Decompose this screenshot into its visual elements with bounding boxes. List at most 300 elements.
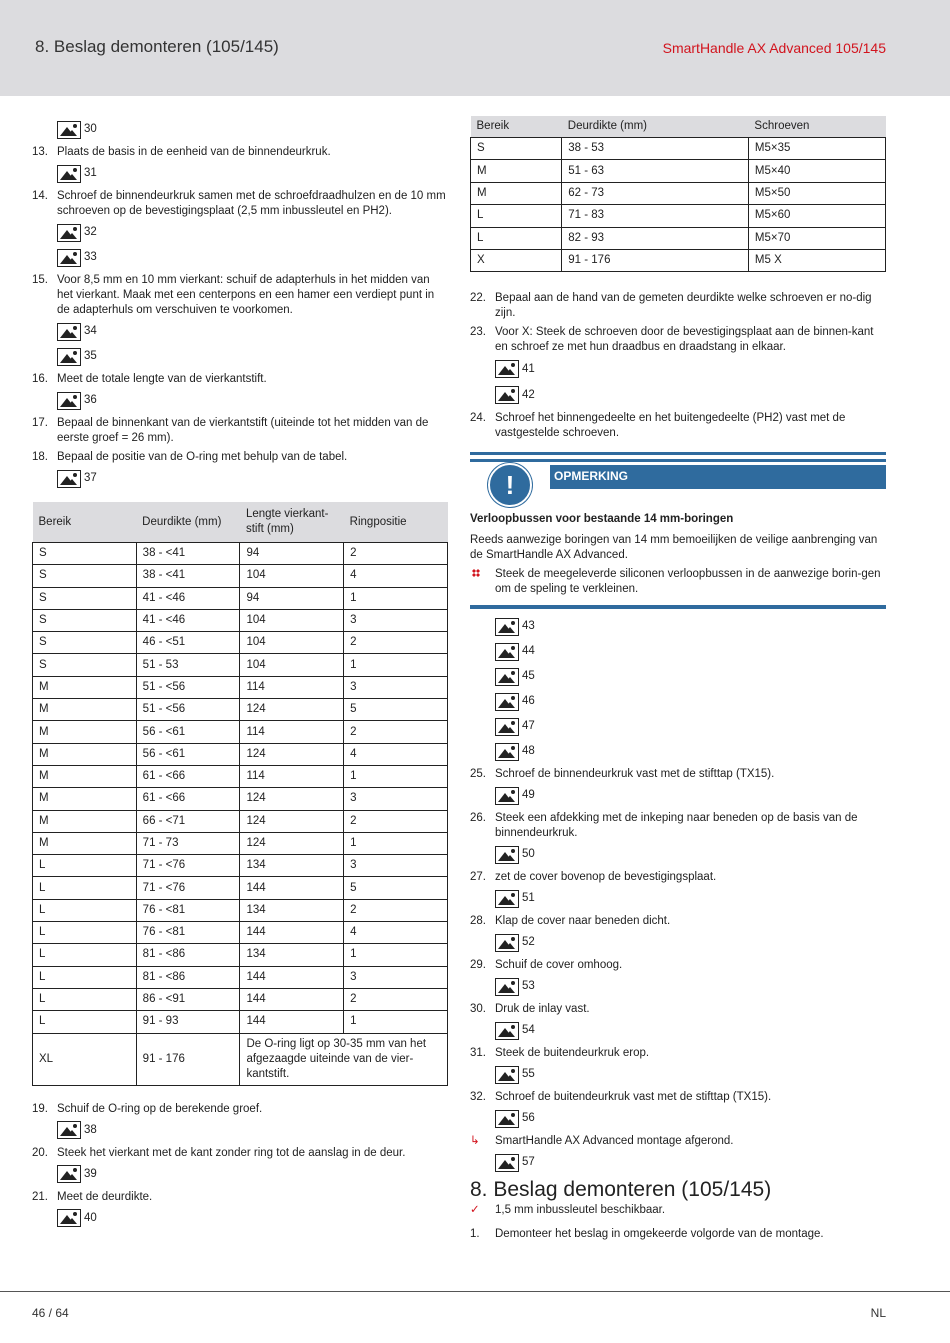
table-row [471,182,886,204]
step-number: 23. [470,326,486,339]
table-cell: 71 - 73 [136,832,240,854]
table-cell: 114 [240,676,344,698]
figure-number: 43 [522,620,535,633]
section-step [470,1227,886,1242]
table-row [471,138,886,160]
note-text: Reeds aanwezige boringen van 14 mm bemoeilijken de veilige aanbrenging van de SmartHandle AX Advanced. [470,534,878,562]
figure-reference [495,715,886,738]
check-icon: ✓ [470,1204,480,1217]
table-row [33,966,448,988]
table-cell: M [33,765,137,787]
bullet-grid-icon [472,569,480,577]
table-cell: M5×40 [748,160,885,182]
table-row [33,944,448,966]
left-steps-after [32,1102,448,1230]
step-number: 17. [32,417,48,429]
table-cell: S [33,587,137,609]
image-icon [495,934,519,952]
table-cell: 4 [344,565,448,587]
figure-reference [495,1019,886,1042]
header-product: SmartHandle AX Advanced 105/145 [662,40,886,56]
table-cell: 91 - 176 [136,1033,240,1085]
figure-reference [57,221,448,244]
instruction-step [32,1146,448,1161]
table-cell: L [33,877,137,899]
figure-number: 52 [522,936,535,949]
figure-number: 31 [84,167,97,179]
table-row [33,743,448,765]
prerequisite-text: 1,5 mm inbussleutel beschikbaar. [495,1204,666,1217]
figure-number: 50 [522,848,535,861]
table-cell: 71 - <76 [136,855,240,877]
table-cell: L [33,1011,137,1033]
figure-reference [57,320,448,343]
figure-number: 57 [522,1156,535,1169]
table-row [471,205,886,227]
table-cell: 124 [240,743,344,765]
image-icon [495,1066,519,1084]
table-cell: 134 [240,944,344,966]
figure-number: 49 [522,789,535,802]
image-icon [57,165,81,183]
step-number: 21. [32,1190,48,1203]
image-icon [57,348,81,366]
table-row [471,249,886,271]
column-header: Deurdikte (mm) [136,502,240,543]
table-cell: 61 - <66 [136,788,240,810]
table-cell: 144 [240,1011,344,1033]
step-text: Steek het vierkant met de kant zonder ring tot de aanslag in de deur. [57,1146,406,1159]
table-cell: 2 [344,899,448,921]
table-cell: 66 - <71 [136,810,240,832]
table-cell: 124 [240,832,344,854]
image-icon [57,1165,81,1183]
step-number: 22. [470,292,486,305]
step-text: Voor 8,5 mm en 10 mm vierkant: schuif de adapterhuls in het midden van het vierkant. Maak met een centerpons en een hamer een verdiept punt in de adapterhuls om verschuiven te voorkomen. [57,274,435,316]
instruction-step [32,416,448,446]
table-cell: 71 - <76 [136,877,240,899]
table-cell: M [33,699,137,721]
image-icon [495,693,519,711]
figure-reference [57,1163,448,1186]
figure-number: 53 [522,980,535,993]
instruction-step [470,811,886,841]
table-cell: S [33,609,137,631]
image-icon [495,618,519,636]
figure-reference [495,975,886,998]
table-cell: 1 [344,587,448,609]
figure-reference [57,1119,448,1142]
figure-reference [57,467,448,490]
left-steps-before [32,118,448,490]
section-step-number: 1. [470,1228,480,1241]
note-subtitle: Verloopbussen voor bestaande 14 mm-boringen [470,513,734,526]
table-cell: M [33,832,137,854]
figure-reference [495,1107,886,1130]
table-cell: 2 [344,543,448,565]
note-bullet [470,567,886,597]
table-cell: M5×50 [748,182,885,204]
step-text: Druk de inlay vast. [495,1003,590,1016]
image-icon [57,1121,81,1139]
column-header: Lengte vierkant-stift (mm) [240,502,344,543]
figure-number: 45 [522,670,535,683]
table-row [33,543,448,565]
step-text: Meet de totale lengte van de vierkantstift. [57,373,267,385]
column-header: Bereik [471,116,562,138]
figure-reference [495,784,886,807]
table-cell: M [33,721,137,743]
table-cell: 3 [344,609,448,631]
figure-reference [57,345,448,368]
image-icon [495,643,519,661]
step-number: 19. [32,1102,48,1115]
table-row [33,832,448,854]
table-cell: 41 - <46 [136,587,240,609]
table-cell: X [471,249,562,271]
step-number: 15. [32,274,48,286]
table-row [33,899,448,921]
exclamation-icon: ! [488,463,532,507]
figure-number: 51 [522,892,535,905]
step-text: Steek een afdekking met de inkeping naar beneden op de basis van de binnendeurkruk. [495,812,858,840]
image-icon [495,890,519,908]
step-text: SmartHandle AX Advanced montage afgerond. [495,1135,734,1148]
table-cell: 1 [344,1011,448,1033]
instruction-step [470,291,886,321]
table-cell: 144 [240,922,344,944]
table-cell: 124 [240,810,344,832]
step-text: Schroef de buitendeurkruk vast met de stifttap (TX15). [495,1091,772,1104]
table-cell: L [471,205,562,227]
table-cell: M [33,810,137,832]
instruction-step [470,1134,886,1149]
note-box [470,459,886,609]
table-row [33,654,448,676]
table-cell: 51 - <56 [136,676,240,698]
figure-reference [57,118,448,141]
step-number: 32. [470,1091,486,1104]
figure-number: 32 [84,226,97,238]
figure-number: 33 [84,251,97,263]
step-number: 27. [470,871,486,884]
table-cell: 4 [344,922,448,944]
table-row [33,788,448,810]
table-cell: 104 [240,609,344,631]
table-cell: M [33,676,137,698]
image-icon [495,1154,519,1172]
step-number: 18. [32,451,48,463]
figure-reference [57,389,448,412]
table-cell: 76 - <81 [136,922,240,944]
table-cell: 3 [344,855,448,877]
table-cell: L [33,899,137,921]
table-cell: 5 [344,699,448,721]
image-icon [57,1209,81,1227]
figure-number: 56 [522,1112,535,1125]
image-icon [57,224,81,242]
section-step-text: Demonteer het beslag in omgekeerde volgorde van de montage. [495,1228,824,1241]
image-icon [495,787,519,805]
instruction-step [470,1002,886,1017]
table-cell: 134 [240,855,344,877]
table-cell: 2 [344,721,448,743]
figure-reference [495,1063,886,1086]
figure-number: 46 [522,695,535,708]
table-cell: 61 - <66 [136,765,240,787]
table-cell: S [33,565,137,587]
figure-number: 42 [522,388,535,401]
table-cell: 104 [240,565,344,587]
table-cell: 3 [344,966,448,988]
table-cell: 2 [344,810,448,832]
table-cell: 124 [240,788,344,810]
figure-number: 48 [522,745,535,758]
figure-reference [495,383,886,407]
figure-reference [495,665,886,688]
table-cell: 81 - <86 [136,944,240,966]
left-column [32,116,448,1230]
figure-number: 39 [84,1167,97,1180]
step-number: 28. [470,915,486,928]
image-icon [495,978,519,996]
table-cell: S [33,654,137,676]
image-icon [495,718,519,736]
figure-reference [495,357,886,381]
step-text: Schuif de O-ring op de berekende groef. [57,1102,263,1115]
step-number: 16. [32,373,48,385]
figure-reference [57,162,448,185]
table-cell: 56 - <61 [136,721,240,743]
table-cell: 3 [344,676,448,698]
instruction-step [470,958,886,973]
image-icon [495,743,519,761]
prerequisite [470,1203,886,1218]
figure-reference [495,1151,886,1174]
step-text: Bepaal de binnenkant van de vierkantstift (uiteinde tot het midden van de eerste groef = 26 mm). [57,417,429,444]
figure-reference [495,615,886,638]
step-number: 26. [470,812,486,825]
instruction-step [470,1046,886,1061]
figure-number: 54 [522,1024,535,1037]
step-text: zet de cover bovenop de bevestigingsplaat. [495,871,717,884]
table-cell: 82 - 93 [562,227,749,249]
figure-reference [495,843,886,866]
step-number: 25. [470,768,486,781]
image-icon [495,846,519,864]
table-row [33,810,448,832]
table-cell: M5 X [748,249,885,271]
figure-reference [57,246,448,269]
image-icon [495,360,519,378]
table-row [33,676,448,698]
column-header: Ringpositie [344,502,448,543]
image-icon [57,323,81,341]
ring-position-table [32,502,448,1086]
table-cell: De O-ring ligt op 30-35 mm van het afgezaagde uiteinde van de vier-kantstift. [240,1033,448,1085]
language-code: NL [870,1306,886,1320]
column-header: Bereik [33,502,137,543]
figure-reference [495,690,886,713]
step-text: Plaats de basis in de eenheid van de binnendeurkruk. [57,146,331,158]
image-icon [495,1022,519,1040]
table-cell: 71 - 83 [562,205,749,227]
table-cell: 2 [344,632,448,654]
step-text: Schroef het binnengedeelte en het buitengedeelte (PH2) vast met de vastgestelde schroeven. [495,412,846,440]
table-cell: 62 - 73 [562,182,749,204]
step-text: Voor X: Steek de schroeven door de bevestigingsplaat aan de binnen-kant en schroef ze met hun draadbus en draadstang in elkaar. [495,326,874,354]
note-bullet-text: Steek de meegeleverde siliconen verloopbussen in de aanwezige borin-gen om de speling te verkleinen. [495,568,881,596]
figure-number: 35 [84,350,97,362]
table-cell: S [471,138,562,160]
step-number: 30. [470,1003,486,1016]
table-cell: 41 - <46 [136,609,240,631]
table-cell: 46 - <51 [136,632,240,654]
image-icon [57,121,81,139]
step-number: 24. [470,412,486,425]
image-icon [495,1110,519,1128]
step-text: Meet de deurdikte. [57,1190,153,1203]
table-cell: 91 - 93 [136,1011,240,1033]
instruction-step [32,1102,448,1117]
step-text: Schroef de binnendeurkruk vast met de stifttap (TX15). [495,768,775,781]
table-cell: 3 [344,788,448,810]
table-cell: 134 [240,899,344,921]
step-text: Bepaal aan de hand van de gemeten deurdikte welke schroeven er no-dig zijn. [495,292,872,320]
table-row [471,160,886,182]
table-cell: M [471,160,562,182]
instruction-step [470,1090,886,1105]
table-cell: M5×70 [748,227,885,249]
figure-reference [495,887,886,910]
table-cell: 4 [344,743,448,765]
table-cell: 104 [240,654,344,676]
instruction-step [470,411,886,441]
table-cell: 144 [240,877,344,899]
table-cell: 1 [344,654,448,676]
table-cell: M [471,182,562,204]
table-cell: 86 - <91 [136,988,240,1010]
table-cell: M5×35 [748,138,885,160]
step-number: 31. [470,1047,486,1060]
table-row [33,565,448,587]
step-number: 20. [32,1146,48,1159]
table-row [33,1033,448,1085]
header-title: 8. Beslag demonteren (105/145) [35,37,279,56]
instruction-step [32,273,448,318]
table-row [33,587,448,609]
instruction-step [32,145,448,160]
table-row [33,877,448,899]
table-row [33,721,448,743]
table-cell: 38 - <41 [136,565,240,587]
table-cell: XL [33,1033,137,1085]
figure-reference [495,640,886,663]
table-cell: 81 - <86 [136,966,240,988]
table-cell: M [33,788,137,810]
image-icon [57,392,81,410]
table-row [33,922,448,944]
column-header: Schroeven [748,116,885,138]
figure-number: 38 [84,1123,97,1136]
footer-divider [0,1291,950,1292]
table-cell: S [33,632,137,654]
figure-number: 55 [522,1068,535,1081]
step-text: Schuif de cover omhoog. [495,959,623,972]
table-cell: S [33,543,137,565]
table-cell: 2 [344,988,448,1010]
step-text: Steek de buitendeurkruk erop. [495,1047,650,1060]
table-cell: 51 - 63 [562,160,749,182]
instruction-step [470,767,886,782]
table-cell: 51 - 53 [136,654,240,676]
table-cell: 114 [240,721,344,743]
table-cell: 1 [344,944,448,966]
right-steps-before [470,291,886,441]
table-cell: L [33,944,137,966]
section-heading: 8. Beslag demonteren (105/145) [470,1178,772,1202]
table-cell: 144 [240,988,344,1010]
figure-number: 40 [84,1211,97,1224]
table-cell: L [33,966,137,988]
step-text: Klap de cover naar beneden dicht. [495,915,671,928]
figure-number: 30 [84,123,97,135]
table-cell: L [33,922,137,944]
figure-number: 36 [84,394,97,406]
instruction-step [32,372,448,387]
table-cell: 144 [240,966,344,988]
table-row [33,699,448,721]
table-cell: 104 [240,632,344,654]
page-header [0,0,950,96]
step-number: 29. [470,959,486,972]
table-row [33,609,448,631]
table-cell: M5×60 [748,205,885,227]
table-row [33,988,448,1010]
figure-number: 44 [522,645,535,658]
table-cell: 114 [240,765,344,787]
step-number: ↳ [470,1135,480,1148]
table-cell: L [471,227,562,249]
step-number: 13. [32,146,48,158]
instruction-step [470,325,886,355]
table-cell: L [33,855,137,877]
image-icon [57,470,81,488]
image-icon [57,249,81,267]
column-header: Deurdikte (mm) [562,116,749,138]
table-cell: M [33,743,137,765]
table-row [33,855,448,877]
figure-reference [495,740,886,763]
table-row [33,1011,448,1033]
figure-number: 34 [84,325,97,337]
table-cell: 76 - <81 [136,899,240,921]
table-cell: 38 - <41 [136,543,240,565]
instruction-step [470,870,886,885]
table-cell: 91 - 176 [562,249,749,271]
table-cell: L [33,988,137,1010]
instruction-step [32,1190,448,1205]
instruction-step [32,450,448,465]
image-icon [495,668,519,686]
right-steps-after [470,615,886,1174]
table-row [33,765,448,787]
instruction-step [470,914,886,929]
table-cell: 94 [240,543,344,565]
table-row [471,227,886,249]
figure-number: 47 [522,720,535,733]
figure-number: 41 [522,362,535,375]
